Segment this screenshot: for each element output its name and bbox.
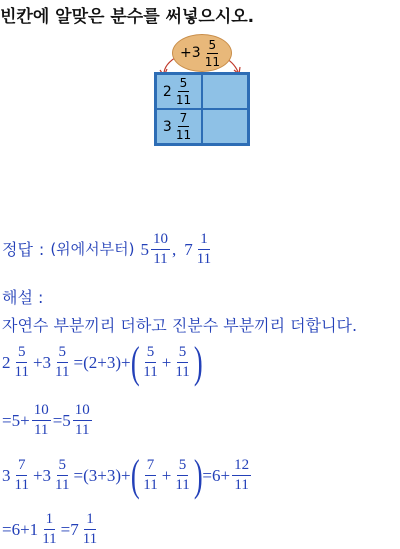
grid-cell-blank-2[interactable] bbox=[202, 109, 248, 144]
explanation-label: 해설 : bbox=[2, 288, 44, 307]
math-line-4: =6+1 $\frac{1}{11}$ =7 $\frac{1}{11}$ bbox=[2, 511, 98, 547]
answer-grid bbox=[154, 72, 250, 146]
operator-value: + 3 $\frac{5}{11}$ bbox=[180, 37, 220, 69]
math-line-1: 2 $\frac{5}{11}$ + 3 $\frac{5}{11}$ = (2+3) + ( $\frac{5}{11}$ + $\frac{5}{11}$ ) bbox=[2, 338, 203, 387]
answer-value-1: 5 $\frac{10}{11}$ bbox=[140, 231, 168, 267]
diagram bbox=[150, 30, 250, 145]
answer-value-2: 7 $\frac{1}{11}$ bbox=[184, 231, 212, 267]
answer-label: 정답 bbox=[2, 239, 33, 259]
math-line-3: 3 $\frac{7}{11}$ + 3 $\frac{5}{11}$ = (3+3) + ( $\frac{7}{11}$ + $\frac{5}{11}$ ) =6+ $\frac{12}{11}$ bbox=[2, 451, 250, 500]
answer-line: 정답 : (위에서부터) 5 $\frac{10}{11}$ , 7 $\frac{1}{11}$ bbox=[2, 232, 215, 267]
operator-oval bbox=[172, 34, 232, 72]
grid-cell-given-2: 3 $\frac{7}{11}$ bbox=[156, 109, 202, 144]
grid-cell-blank-1[interactable] bbox=[202, 74, 248, 109]
explanation-text: 자연수 부분끼리 더하고 진분수 부분끼리 더합니다. bbox=[2, 316, 358, 335]
math-line-2: =5+ $\frac{10}{11}$ =5 $\frac{10}{11}$ bbox=[2, 402, 90, 438]
grid-cell-given-1: 2 $\frac{5}{11}$ bbox=[156, 74, 202, 109]
question-title: 빈칸에 알맞은 분수를 써넣으시오. bbox=[0, 7, 255, 27]
answer-note: (위에서부터) bbox=[50, 240, 135, 258]
